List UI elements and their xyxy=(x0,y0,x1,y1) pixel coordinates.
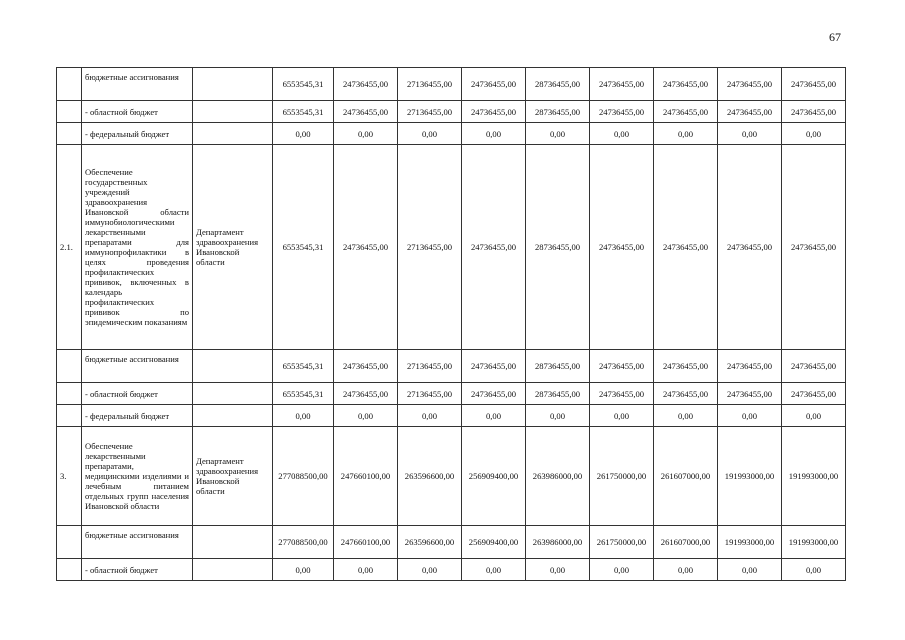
value-cell: 24736455,00 xyxy=(334,101,398,123)
row-number-cell: 3. xyxy=(57,427,82,526)
value-cell: 0,00 xyxy=(590,559,654,581)
value-cell: 0,00 xyxy=(462,559,526,581)
value-cell: 24736455,00 xyxy=(590,350,654,383)
value-cell: 263596600,00 xyxy=(398,526,462,559)
row-number-cell xyxy=(57,559,82,581)
value-cell: 256909400,00 xyxy=(462,427,526,526)
table-row xyxy=(57,145,846,350)
value-cell: 27136455,00 xyxy=(398,68,462,101)
table-row xyxy=(57,68,846,101)
executor-cell: Департамент здравоохранения Ивановской области xyxy=(193,427,273,526)
row-name-cell: - областной бюджет xyxy=(82,101,193,123)
value-cell: 0,00 xyxy=(273,405,334,427)
value-cell: 24736455,00 xyxy=(782,145,846,350)
value-cell: 27136455,00 xyxy=(398,383,462,405)
value-cell: 24736455,00 xyxy=(718,101,782,123)
value-cell: 0,00 xyxy=(718,123,782,145)
executor-cell xyxy=(193,405,273,427)
value-cell: 0,00 xyxy=(273,559,334,581)
value-cell: 24736455,00 xyxy=(590,383,654,405)
value-cell: 24736455,00 xyxy=(590,145,654,350)
value-cell: 0,00 xyxy=(462,123,526,145)
value-cell: 0,00 xyxy=(782,405,846,427)
table-row xyxy=(57,559,846,581)
value-cell: 24736455,00 xyxy=(718,383,782,405)
row-name-cell: бюджетные ассигнования xyxy=(82,68,193,101)
value-cell: 28736455,00 xyxy=(526,68,590,101)
value-cell: 277088500,00 xyxy=(273,526,334,559)
row-number-cell xyxy=(57,383,82,405)
value-cell: 256909400,00 xyxy=(462,526,526,559)
row-name-cell: - федеральный бюджет xyxy=(82,123,193,145)
value-cell: 0,00 xyxy=(398,559,462,581)
executor-cell xyxy=(193,68,273,101)
value-cell: 6553545,31 xyxy=(273,350,334,383)
value-cell: 277088500,00 xyxy=(273,427,334,526)
executor-cell xyxy=(193,559,273,581)
value-cell: 261750000,00 xyxy=(590,526,654,559)
value-cell: 191993000,00 xyxy=(718,427,782,526)
value-cell: 24736455,00 xyxy=(782,101,846,123)
row-name-cell: Обеспечение государственных учреждений здравоохранения Ивановской области иммунобиологическими лекарственными препаратами для иммунопрофилактики в целях проведения профилактических прививок, включенных в календарь профилактических прививок по эпидемическим показаниям xyxy=(82,145,193,350)
row-number-cell xyxy=(57,123,82,145)
value-cell: 261750000,00 xyxy=(590,427,654,526)
table-row xyxy=(57,383,846,405)
value-cell: 247660100,00 xyxy=(334,427,398,526)
value-cell: 0,00 xyxy=(462,405,526,427)
table-row xyxy=(57,427,846,526)
value-cell: 24736455,00 xyxy=(462,68,526,101)
row-number-cell xyxy=(57,405,82,427)
value-cell: 24736455,00 xyxy=(718,350,782,383)
value-cell: 6553545,31 xyxy=(273,68,334,101)
value-cell: 27136455,00 xyxy=(398,350,462,383)
executor-cell xyxy=(193,383,273,405)
value-cell: 6553545,31 xyxy=(273,383,334,405)
row-name-cell: - областной бюджет xyxy=(82,383,193,405)
value-cell: 24736455,00 xyxy=(654,68,718,101)
value-cell: 247660100,00 xyxy=(334,526,398,559)
row-name-cell: бюджетные ассигнования xyxy=(82,350,193,383)
row-number-cell xyxy=(57,350,82,383)
value-cell: 191993000,00 xyxy=(782,427,846,526)
value-cell: 0,00 xyxy=(526,123,590,145)
row-number-cell xyxy=(57,526,82,559)
value-cell: 28736455,00 xyxy=(526,145,590,350)
value-cell: 24736455,00 xyxy=(782,383,846,405)
value-cell: 263986000,00 xyxy=(526,427,590,526)
value-cell: 0,00 xyxy=(654,405,718,427)
table-row xyxy=(57,123,846,145)
value-cell: 0,00 xyxy=(654,123,718,145)
row-number-cell xyxy=(57,68,82,101)
value-cell: 0,00 xyxy=(273,123,334,145)
value-cell: 6553545,31 xyxy=(273,145,334,350)
row-number-cell: 2.1. xyxy=(57,145,82,350)
value-cell: 24736455,00 xyxy=(334,68,398,101)
executor-cell xyxy=(193,350,273,383)
executor-cell xyxy=(193,123,273,145)
value-cell: 24736455,00 xyxy=(334,383,398,405)
value-cell: 0,00 xyxy=(334,559,398,581)
value-cell: 263596600,00 xyxy=(398,427,462,526)
value-cell: 28736455,00 xyxy=(526,383,590,405)
value-cell: 0,00 xyxy=(526,559,590,581)
value-cell: 27136455,00 xyxy=(398,145,462,350)
value-cell: 0,00 xyxy=(718,559,782,581)
value-cell: 0,00 xyxy=(590,123,654,145)
table-row xyxy=(57,526,846,559)
value-cell: 24736455,00 xyxy=(590,101,654,123)
value-cell: 27136455,00 xyxy=(398,101,462,123)
value-cell: 263986000,00 xyxy=(526,526,590,559)
value-cell: 0,00 xyxy=(782,559,846,581)
executor-cell xyxy=(193,101,273,123)
value-cell: 191993000,00 xyxy=(718,526,782,559)
value-cell: 24736455,00 xyxy=(462,101,526,123)
value-cell: 24736455,00 xyxy=(782,68,846,101)
value-cell: 24736455,00 xyxy=(654,383,718,405)
table-row xyxy=(57,350,846,383)
value-cell: 0,00 xyxy=(782,123,846,145)
value-cell: 24736455,00 xyxy=(782,350,846,383)
row-name-cell: Обеспечение лекарственными препаратами, медицинскими изделиями и лечебным питанием отдельных групп населения Ивановской области xyxy=(82,427,193,526)
executor-cell xyxy=(193,526,273,559)
value-cell: 261607000,00 xyxy=(654,526,718,559)
value-cell: 0,00 xyxy=(334,405,398,427)
value-cell: 0,00 xyxy=(334,123,398,145)
value-cell: 0,00 xyxy=(398,123,462,145)
value-cell: 24736455,00 xyxy=(718,68,782,101)
executor-cell: Департамент здравоохранения Ивановской области xyxy=(193,145,273,350)
row-name-cell: - областной бюджет xyxy=(82,559,193,581)
value-cell: 261607000,00 xyxy=(654,427,718,526)
budget-table xyxy=(56,67,846,581)
page-number: 67 xyxy=(829,30,841,44)
value-cell: 0,00 xyxy=(718,405,782,427)
value-cell: 24736455,00 xyxy=(462,145,526,350)
value-cell: 28736455,00 xyxy=(526,101,590,123)
value-cell: 24736455,00 xyxy=(462,350,526,383)
value-cell: 24736455,00 xyxy=(590,68,654,101)
value-cell: 24736455,00 xyxy=(654,101,718,123)
value-cell: 191993000,00 xyxy=(782,526,846,559)
value-cell: 0,00 xyxy=(526,405,590,427)
value-cell: 0,00 xyxy=(398,405,462,427)
value-cell: 28736455,00 xyxy=(526,350,590,383)
value-cell: 24736455,00 xyxy=(334,145,398,350)
table-row xyxy=(57,101,846,123)
table-body xyxy=(57,68,846,581)
value-cell: 24736455,00 xyxy=(334,350,398,383)
value-cell: 24736455,00 xyxy=(654,145,718,350)
table-row xyxy=(57,405,846,427)
value-cell: 24736455,00 xyxy=(718,145,782,350)
value-cell: 0,00 xyxy=(590,405,654,427)
value-cell: 24736455,00 xyxy=(462,383,526,405)
value-cell: 24736455,00 xyxy=(654,350,718,383)
value-cell: 0,00 xyxy=(654,559,718,581)
value-cell: 6553545,31 xyxy=(273,101,334,123)
row-name-cell: бюджетные ассигнования xyxy=(82,526,193,559)
row-name-cell: - федеральный бюджет xyxy=(82,405,193,427)
row-number-cell xyxy=(57,101,82,123)
